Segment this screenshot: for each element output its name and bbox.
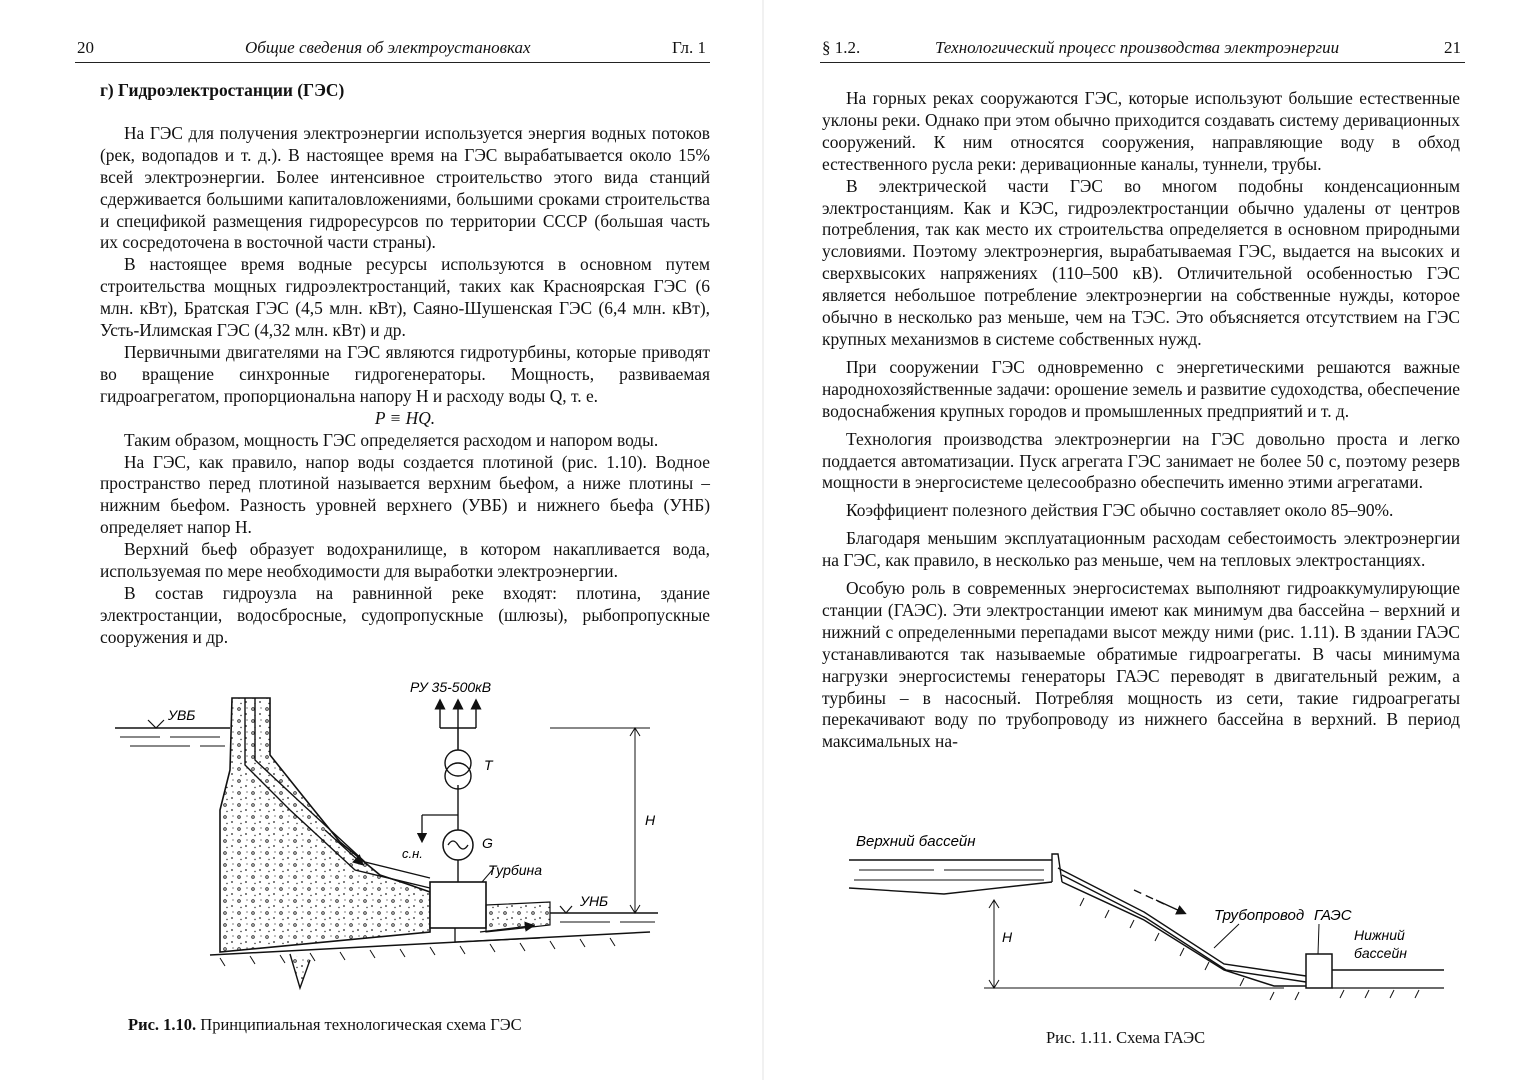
aux-needs-label: с.н. bbox=[402, 846, 423, 861]
right-section-label: § 1.2. bbox=[822, 38, 861, 57]
section-heading: г) Гидроэлектростанции (ГЭС) bbox=[100, 80, 345, 100]
left-paragraph-7: В состав гидроузла на равнинной реке входят: плотина, здание электростанции, водосбросные, судопропускные (шлюзы), рыбопропускные сооружения и др. bbox=[100, 582, 710, 647]
left-text-block bbox=[100, 80, 710, 649]
right-paragraph-6: Благодаря меньшим эксплуатационным расходам себестоимость электроэнергии на ГЭС, как правило, в несколько раз меньше, чем на тепловых электростанциях. bbox=[822, 528, 1460, 571]
figure-1-11-number: Рис. 1.11. bbox=[1046, 1028, 1112, 1047]
figure-1-11-title: Схема ГАЭС bbox=[1116, 1028, 1206, 1047]
right-paragraph-1: На горных реках сооружаются ГЭС, которые используют большие естественные уклоны реки. Однако при этом обычно приходится создавать систему деривационных сооружений. К ним относятся сооружения, направляющие воду в обход естественного русла реки: деривационные каналы, туннели, трубы. bbox=[822, 88, 1460, 174]
uvb-label: УВБ bbox=[168, 707, 196, 723]
head-label: H bbox=[645, 812, 656, 828]
gaes-building bbox=[1306, 954, 1332, 988]
switchgear-label: РУ 35-500кВ bbox=[410, 679, 492, 695]
upper-dam bbox=[1052, 854, 1062, 882]
left-paragraph-1: На ГЭС для получения электроэнергии используется энергия водных потоков (рек, водопадов и т. д.). В настоящее время на ГЭС вырабатывается около 15% всей электроэнергии. Более интенсивное строительство этого вида станций сдерживается большими капиталовложениями, большими сроками строительства и спецификой размещения гидроресурсов по территории СССР (большая часть их сосредоточена в восточной части страны). bbox=[100, 122, 710, 253]
left-running-header bbox=[75, 36, 710, 63]
turbine-box bbox=[430, 882, 486, 928]
figure-1-10-number: Рис. 1.10. bbox=[128, 1015, 197, 1034]
terrain-slope bbox=[1062, 882, 1324, 986]
right-paragraph-4: Технология производства электроэнергии на ГЭС довольно проста и легко поддается автоматизации. Пуск агрегата ГЭС занимает не более 50 с, поэтому резерв мощности в энергосистеме целесообразно обеспечить именно этими агрегатами. bbox=[822, 428, 1460, 493]
left-paragraph-2: В настоящее время водные ресурсы используются в основном путем строительства мощных гидроэлектростанций, таких как Красноярская ГЭС (6 млн. кВт), Братская ГЭС (4,5 млн. кВт), Саяно-Шушенская ГЭС (6,4 млн. кВт), Усть-Илимская ГЭС (4,32 млн. кВт) и др. bbox=[100, 254, 710, 341]
transformer-label: T bbox=[484, 757, 493, 773]
turbine-label: Турбина bbox=[488, 862, 543, 878]
right-page-number: 21 bbox=[1444, 38, 1461, 57]
head-label: H bbox=[1002, 929, 1013, 945]
lower-basin-label-line1: Нижний bbox=[1354, 927, 1405, 943]
pumped-storage-diagram bbox=[844, 820, 1484, 1020]
left-chapter-label: Гл. 1 bbox=[671, 38, 706, 57]
upper-basin-label: Верхний бассейн bbox=[856, 833, 976, 850]
right-page bbox=[764, 0, 1527, 1080]
hydro-plant-diagram bbox=[110, 670, 670, 1000]
right-running-title: Технологический процесс производства электроэнергии bbox=[935, 38, 1340, 57]
right-paragraph-3: При сооружении ГЭС одновременно с энергетическими решаются важные народнохозяйственные задачи: орошение земель и развитие судоходства, обеспечение водоснабжения крупных городов и промышленных предприятий и т. д. bbox=[822, 356, 1460, 421]
lower-basin-label-line2: бассейн bbox=[1354, 945, 1407, 961]
right-running-header bbox=[820, 36, 1465, 63]
generator-label: G bbox=[482, 835, 493, 851]
left-paragraph-5: На ГЭС, как правило, напор воды создается плотиной (рис. 1.10). Водное пространство перед плотиной называется верхним бьефом, а ниже плотины – нижним бьефом. Разность уровней верхнего (УВБ) и нижнего бьефа (УНБ) определяет напор H. bbox=[100, 451, 710, 538]
left-page-number: 20 bbox=[77, 38, 94, 57]
left-running-title: Общие сведения об электроустановках bbox=[245, 38, 531, 57]
left-paragraph-4: Таким образом, мощность ГЭС определяется расходом и напором воды. bbox=[124, 429, 659, 450]
figure-1-10-caption bbox=[128, 1015, 522, 1035]
power-formula: P ≡ HQ. bbox=[374, 407, 436, 428]
left-page bbox=[0, 0, 763, 1080]
right-text-block bbox=[822, 88, 1460, 753]
figure-1-11-caption bbox=[1046, 1028, 1205, 1048]
right-paragraph-5: Коэффициент полезного действия ГЭС обычно составляет около 85–90%. bbox=[846, 500, 1394, 521]
figure-1-10-title: Принципиальная технологическая схема ГЭС bbox=[200, 1015, 522, 1034]
left-paragraph-6: Верхний бьеф образует водохранилище, в котором накапливается вода, используемая по мере необходимости для выработки электроэнергии. bbox=[100, 539, 710, 582]
right-paragraph-7: Особую роль в современных энергосистемах выполняют гидроаккумулирующие станции (ГАЭС). Эти электростанции имеют как минимум два бассейна – верхний и нижний с определенными перепадами высот между ними (рис. 1.11). В здании ГАЭС устанавливаются так называемые обратимые гидроагрегаты. В часы минимума нагрузки энергосистемы генераторы ГАЭС переводят в двигательный режим, а турбины – в насосный. Потребляя мощность из сети, такие гидроагрегаты перекачивают воду по трубопроводу из нижнего бассейна в верхний. В период максимальных на- bbox=[822, 578, 1460, 752]
pipeline-label: Трубопровод bbox=[1214, 907, 1305, 924]
right-paragraph-2: В электрической части ГЭС во многом подобны конденсационным электростанциям. Как и КЭС, гидроэлектростанции обычно удалены от центров потребления, так как место их строительства определяется в основном природными условиями. Поэтому электроэнергия, вырабатываемая ГЭС, выдается на высоких и сверхвысоких напряжениях (110–500 кВ). Отличительной особенностью ГЭС является небольшое потребление электроэнергии на собственные нужды, которое обычно в несколько раз меньше, чем на ТЭС. Это объясняется отсутствием на ГЭС крупных механизмов в системе собственных нужд. bbox=[822, 175, 1460, 349]
left-paragraph-3: Первичными двигателями на ГЭС являются гидротурбины, которые приводят во вращение синхронные гидрогенераторы. Мощность, развиваемая гидроагрегатом, пропорциональна напору H и расходу воды Q, т. е. bbox=[100, 341, 710, 406]
unb-label: УНБ bbox=[580, 893, 609, 909]
gaes-label: ГАЭС bbox=[1314, 907, 1352, 924]
